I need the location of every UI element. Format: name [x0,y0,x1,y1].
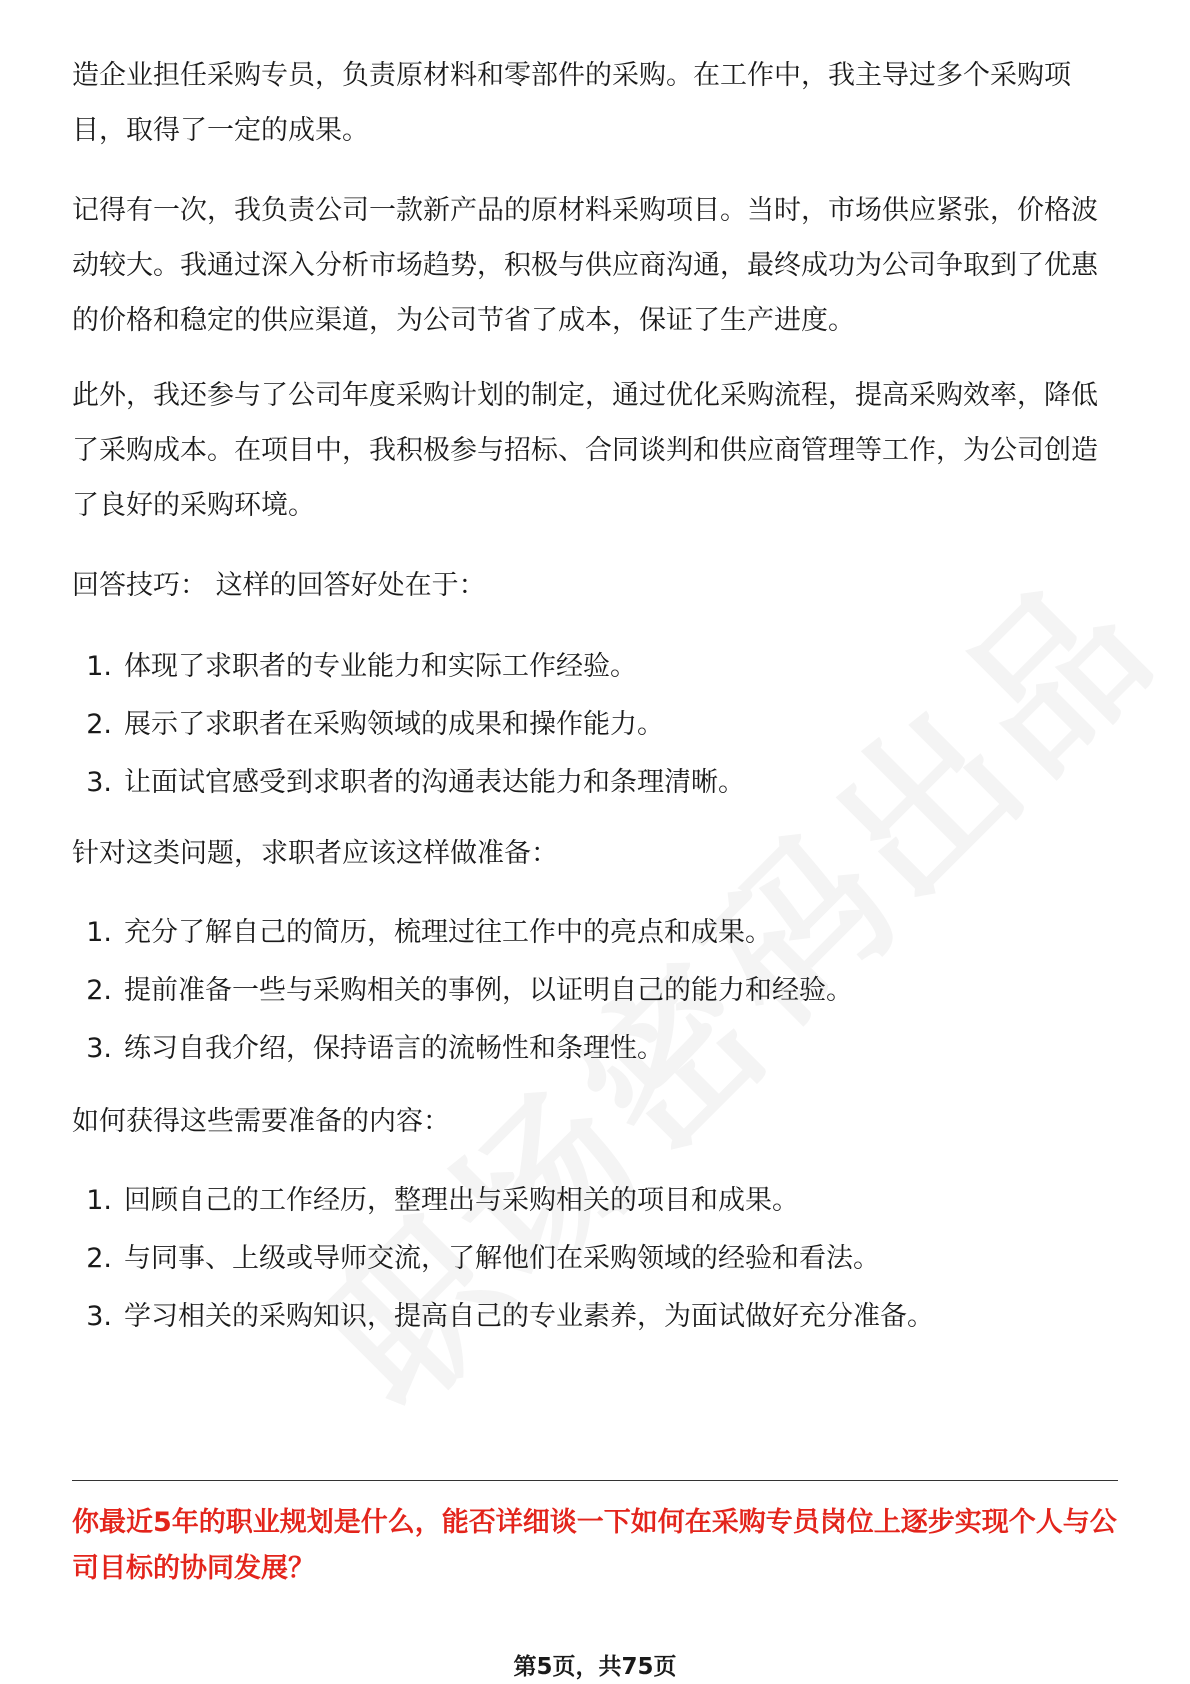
section-divider [72,1480,1118,1481]
answer-tips-heading: 回答技巧： 这样的回答好处在于： [72,570,486,601]
preparation-heading: 针对这类问题，求职者应该这样做准备： [72,838,558,869]
list-item: 2. 展示了求职者在采购领域的成果和操作能力。 [86,709,664,740]
how-to-obtain-heading: 如何获得这些需要准备的内容： [72,1106,450,1137]
paragraph-1: 造企业担任采购专员，负责原材料和零部件的采购。在工作中，我主导过多个采购项目，取得了一定的成果。 [72,60,1071,146]
preparation-list [72,904,1118,1078]
how-to-obtain-list [72,1172,1118,1346]
answer-tips-list [72,638,1118,812]
page-number-footer: 第5页，共75页 [513,1654,677,1680]
paragraph-2: 记得有一次，我负责公司一款新产品的原材料采购项目。当时，市场供应紧张，价格波动较大。我通过深入分析市场趋势，积极与供应商沟通，最终成功为公司争取到了优惠的价格和稳定的供应渠道，为公司节省了成本，保证了生产进度。 [72,195,1098,336]
list-item: 1. 充分了解自己的简历，梳理过往工作中的亮点和成果。 [86,917,772,948]
list-item: 1. 回顾自己的工作经历，整理出与采购相关的项目和成果。 [86,1185,799,1216]
next-question-heading: 你最近5年的职业规划是什么，能否详细谈一下如何在采购专员岗位上逐步实现个人与公司目标的协同发展？ [72,1507,1117,1584]
paragraph-3: 此外，我还参与了公司年度采购计划的制定，通过优化采购流程，提高采购效率，降低了采购成本。在项目中，我积极参与招标、合同谈判和供应商管理等工作，为公司创造了良好的采购环境。 [72,380,1098,521]
list-item: 2. 与同事、上级或导师交流，了解他们在采购领域的经验和看法。 [86,1243,880,1274]
list-item: 3. 让面试官感受到求职者的沟通表达能力和条理清晰。 [86,767,745,798]
list-item: 1. 体现了求职者的专业能力和实际工作经验。 [86,651,637,682]
list-item: 2. 提前准备一些与采购相关的事例，以证明自己的能力和经验。 [86,975,853,1006]
list-item: 3. 练习自我介绍，保持语言的流畅性和条理性。 [86,1033,664,1064]
list-item: 3. 学习相关的采购知识，提高自己的专业素养，为面试做好充分准备。 [86,1301,934,1332]
